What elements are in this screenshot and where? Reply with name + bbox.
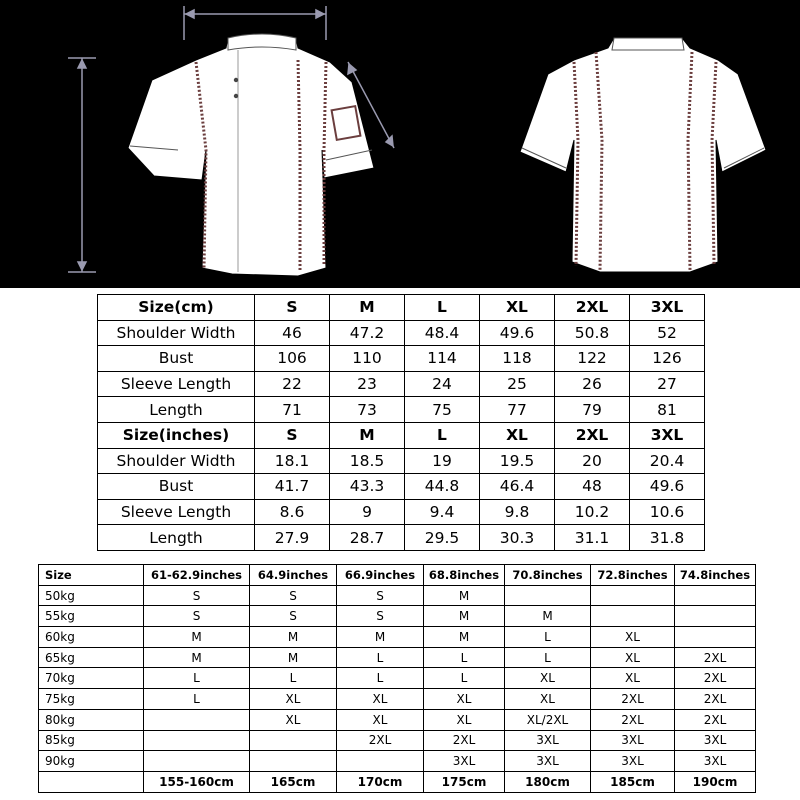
header-cell: S	[255, 422, 330, 448]
measurement-value: 41.7	[255, 474, 330, 500]
size-value: M	[250, 627, 337, 648]
height-header-cell: 74.8inches	[675, 565, 756, 586]
height-cm-cell: 155-160cm	[144, 771, 250, 792]
header-cell: L	[405, 295, 480, 321]
measurement-value: 122	[555, 346, 630, 372]
table-row	[98, 525, 705, 551]
size-value: XL	[250, 709, 337, 730]
size-value: M	[250, 647, 337, 668]
size-value: 2XL	[675, 668, 756, 689]
inch-header-row	[98, 422, 705, 448]
measurement-label: Sleeve Length	[98, 499, 255, 525]
size-value: 2XL	[675, 647, 756, 668]
weight-label: 85kg	[39, 730, 144, 751]
cm-header-row	[98, 295, 705, 321]
header-cell: L	[405, 422, 480, 448]
table-row	[39, 606, 756, 627]
measurement-label: Bust	[98, 346, 255, 372]
size-value: L	[424, 668, 505, 689]
table-row	[39, 689, 756, 710]
size-value	[144, 751, 250, 772]
table-row	[39, 668, 756, 689]
size-value	[675, 627, 756, 648]
weight-label: 75kg	[39, 689, 144, 710]
size-value: XL	[591, 627, 675, 648]
weight-label: 60kg	[39, 627, 144, 648]
measurement-value: 27	[630, 371, 705, 397]
measurement-value: 22	[255, 371, 330, 397]
measurement-value: 106	[255, 346, 330, 372]
size-value	[144, 709, 250, 730]
measurement-label: Shoulder Width	[98, 320, 255, 346]
measurement-value: 30.3	[480, 525, 555, 551]
table-row	[98, 371, 705, 397]
header-cell: XL	[480, 295, 555, 321]
table-row	[39, 585, 756, 606]
height-header-cell: 70.8inches	[505, 565, 591, 586]
height-cm-cell: 190cm	[675, 771, 756, 792]
measurement-value: 44.8	[405, 474, 480, 500]
size-value: S	[250, 606, 337, 627]
measurement-value: 114	[405, 346, 480, 372]
measurement-value: 25	[480, 371, 555, 397]
weight-label: 65kg	[39, 647, 144, 668]
measurement-value: 23	[330, 371, 405, 397]
table-row	[98, 448, 705, 474]
size-value: 2XL	[591, 689, 675, 710]
measurement-value: 18.5	[330, 448, 405, 474]
measurement-value: 75	[405, 397, 480, 423]
measurement-value: 81	[630, 397, 705, 423]
measurement-value: 9.4	[405, 499, 480, 525]
measurement-value: 29.5	[405, 525, 480, 551]
height-header-cell: 72.8inches	[591, 565, 675, 586]
header-cell: Size(cm)	[98, 295, 255, 321]
size-value: XL	[337, 689, 424, 710]
size-value: L	[337, 647, 424, 668]
measurement-value: 48	[555, 474, 630, 500]
measurement-value: 10.6	[630, 499, 705, 525]
size-value: L	[424, 647, 505, 668]
size-value: XL	[424, 689, 505, 710]
table-row	[39, 709, 756, 730]
measurement-value: 47.2	[330, 320, 405, 346]
fit-footer-row	[39, 771, 756, 792]
size-value: S	[144, 606, 250, 627]
height-header-cell: 61-62.9inches	[144, 565, 250, 586]
size-value: L	[505, 627, 591, 648]
header-cell: 2XL	[555, 422, 630, 448]
measurement-value: 19	[405, 448, 480, 474]
header-cell: 3XL	[630, 422, 705, 448]
size-value: 3XL	[675, 730, 756, 751]
measurement-value: 19.5	[480, 448, 555, 474]
measurement-value: 110	[330, 346, 405, 372]
size-value: S	[250, 585, 337, 606]
size-value: 3XL	[424, 751, 505, 772]
height-header-cell: 64.9inches	[250, 565, 337, 586]
measurement-label: Length	[98, 397, 255, 423]
size-value: L	[337, 668, 424, 689]
measurement-value: 71	[255, 397, 330, 423]
garment-illustration	[0, 0, 800, 288]
size-value	[144, 730, 250, 751]
size-value: M	[424, 606, 505, 627]
size-value	[591, 606, 675, 627]
size-value: 2XL	[675, 709, 756, 730]
table-row	[39, 627, 756, 648]
measurement-value: 8.6	[255, 499, 330, 525]
size-value: 2XL	[675, 689, 756, 710]
height-header-cell: 68.8inches	[424, 565, 505, 586]
size-value: XL/2XL	[505, 709, 591, 730]
size-value: 2XL	[591, 709, 675, 730]
size-value: S	[144, 585, 250, 606]
measurement-label: Length	[98, 525, 255, 551]
measurement-value: 10.2	[555, 499, 630, 525]
size-value: L	[505, 647, 591, 668]
size-value	[591, 585, 675, 606]
size-value: XL	[591, 668, 675, 689]
size-value: M	[505, 606, 591, 627]
size-measurement-table	[97, 294, 705, 551]
size-value: S	[337, 585, 424, 606]
measurement-value: 43.3	[330, 474, 405, 500]
height-cm-cell: 170cm	[337, 771, 424, 792]
table-row	[39, 730, 756, 751]
measurement-label: Bust	[98, 474, 255, 500]
measurement-value: 31.8	[630, 525, 705, 551]
size-value: XL	[424, 709, 505, 730]
size-value: 2XL	[337, 730, 424, 751]
measurement-value: 26	[555, 371, 630, 397]
measurement-value: 27.9	[255, 525, 330, 551]
table-row	[39, 647, 756, 668]
size-value: M	[144, 627, 250, 648]
measurement-value: 49.6	[480, 320, 555, 346]
measurement-label: Shoulder Width	[98, 448, 255, 474]
size-value: XL	[505, 689, 591, 710]
weight-label: 55kg	[39, 606, 144, 627]
measurement-label: Sleeve Length	[98, 371, 255, 397]
measurement-value: 20	[555, 448, 630, 474]
measurement-value: 50.8	[555, 320, 630, 346]
size-value: M	[144, 647, 250, 668]
size-value: 3XL	[591, 751, 675, 772]
measurement-value: 118	[480, 346, 555, 372]
measurement-value: 46.4	[480, 474, 555, 500]
height-cm-cell: 185cm	[591, 771, 675, 792]
measurement-value: 52	[630, 320, 705, 346]
header-cell: M	[330, 422, 405, 448]
measurement-value: 18.1	[255, 448, 330, 474]
size-value: 2XL	[424, 730, 505, 751]
size-value: XL	[337, 709, 424, 730]
size-value	[675, 606, 756, 627]
measurement-value: 20.4	[630, 448, 705, 474]
chef-jacket-diagram	[0, 0, 800, 288]
header-cell: 3XL	[630, 295, 705, 321]
table-row	[98, 320, 705, 346]
height-header-cell: Size	[39, 565, 144, 586]
fit-header-row	[39, 565, 756, 586]
size-value	[505, 585, 591, 606]
table-row	[98, 474, 705, 500]
height-cm-cell	[39, 771, 144, 792]
size-value: 3XL	[675, 751, 756, 772]
size-value: L	[250, 668, 337, 689]
measurement-value: 49.6	[630, 474, 705, 500]
size-value: 3XL	[591, 730, 675, 751]
measurement-value: 9	[330, 499, 405, 525]
height-cm-cell: 165cm	[250, 771, 337, 792]
size-value: S	[337, 606, 424, 627]
size-value: L	[144, 668, 250, 689]
size-value	[250, 730, 337, 751]
size-value: 3XL	[505, 751, 591, 772]
table-row	[98, 397, 705, 423]
size-value: 3XL	[505, 730, 591, 751]
size-value	[337, 751, 424, 772]
measurement-value: 9.8	[480, 499, 555, 525]
header-cell: S	[255, 295, 330, 321]
size-value: L	[144, 689, 250, 710]
table-row	[98, 346, 705, 372]
size-value: XL	[591, 647, 675, 668]
measurement-value: 31.1	[555, 525, 630, 551]
measurement-value: 79	[555, 397, 630, 423]
size-value	[675, 585, 756, 606]
size-value: XL	[505, 668, 591, 689]
height-cm-cell: 180cm	[505, 771, 591, 792]
size-value: M	[424, 627, 505, 648]
size-value	[250, 751, 337, 772]
measurement-value: 28.7	[330, 525, 405, 551]
table-row	[98, 499, 705, 525]
jacket-front	[128, 34, 374, 276]
measurement-value: 77	[480, 397, 555, 423]
jacket-back	[520, 38, 766, 272]
header-cell: XL	[480, 422, 555, 448]
measurement-value: 46	[255, 320, 330, 346]
height-cm-cell: 175cm	[424, 771, 505, 792]
weight-label: 70kg	[39, 668, 144, 689]
weight-label: 50kg	[39, 585, 144, 606]
weight-label: 80kg	[39, 709, 144, 730]
header-cell: 2XL	[555, 295, 630, 321]
measurement-value: 48.4	[405, 320, 480, 346]
size-value: M	[424, 585, 505, 606]
header-cell: M	[330, 295, 405, 321]
table-row	[39, 751, 756, 772]
measurement-value: 73	[330, 397, 405, 423]
measurement-value: 24	[405, 371, 480, 397]
header-cell: Size(inches)	[98, 422, 255, 448]
size-value: M	[337, 627, 424, 648]
weight-label: 90kg	[39, 751, 144, 772]
measurement-value: 126	[630, 346, 705, 372]
size-value: XL	[250, 689, 337, 710]
height-weight-fit-table	[38, 564, 756, 793]
height-header-cell: 66.9inches	[337, 565, 424, 586]
